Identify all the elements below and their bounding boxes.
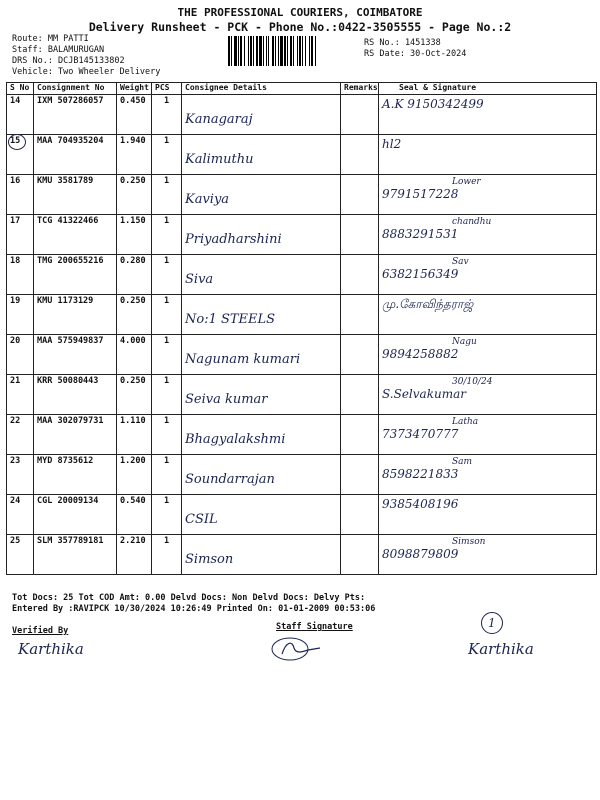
row-signature: 9385408196 xyxy=(382,497,459,511)
col-weight-header: Weight xyxy=(117,83,152,95)
row-signature-cell xyxy=(379,95,597,135)
staff-signature-label: Staff Signature xyxy=(276,622,353,632)
barcode-bar xyxy=(309,36,310,66)
barcode-bar xyxy=(302,36,303,66)
row-signature: 8598221833 xyxy=(382,467,459,481)
rs-date: RS Date: 30-Oct-2024 xyxy=(364,49,467,59)
row-pcs: 1 xyxy=(152,175,182,215)
row-consignee: Seiva kumar xyxy=(185,392,268,407)
row-consignment: TMG 200655216 xyxy=(34,255,117,295)
row-weight: 0.250 xyxy=(117,295,152,335)
row-consignment: CGL 20009134 xyxy=(34,495,117,535)
row-consignment: MAA 575949837 xyxy=(34,335,117,375)
barcode-bar xyxy=(250,36,252,66)
col-remarks-header: Remarks xyxy=(341,83,379,95)
verified-signature: Karthika xyxy=(18,640,84,658)
row-signature: 6382156349 xyxy=(382,267,459,281)
row-consignment: KMU 1173129 xyxy=(34,295,117,335)
row-consignee: No:1 STEELS xyxy=(185,312,276,327)
barcode-icon xyxy=(228,36,356,66)
right-signature: Karthika xyxy=(468,640,534,658)
row-signature-note: Latha xyxy=(452,417,479,427)
table-row xyxy=(7,95,597,135)
barcode-bar xyxy=(299,36,301,66)
row-signature: 8883291531 xyxy=(382,227,459,241)
table-row xyxy=(7,335,597,375)
row-signature: 8098879809 xyxy=(382,547,459,561)
barcode-bar xyxy=(234,36,237,66)
barcode-bar xyxy=(290,36,292,66)
col-sno-header: S No xyxy=(7,83,34,95)
row-consignee: Kanagaraj xyxy=(185,112,253,127)
row-pcs: 1 xyxy=(152,415,182,455)
col-pcs-header: PCS xyxy=(152,83,182,95)
row-consignment: MYD 8735612 xyxy=(34,455,117,495)
table-row xyxy=(7,535,597,575)
row-pcs: 1 xyxy=(152,535,182,575)
row-sno: 15 xyxy=(7,135,34,175)
right-mark-circle xyxy=(481,612,503,634)
barcode-bar xyxy=(228,36,230,66)
barcode-bar xyxy=(305,36,306,66)
row-consignee-cell xyxy=(182,255,341,295)
row-weight: 0.280 xyxy=(117,255,152,295)
row-sno: 23 xyxy=(7,455,34,495)
rs-number: RS No.: 1451338 xyxy=(364,38,441,48)
barcode-bar xyxy=(248,36,249,66)
table-row xyxy=(7,135,597,175)
row-weight: 0.250 xyxy=(117,175,152,215)
row-signature-cell xyxy=(379,255,597,295)
row-remarks xyxy=(341,95,379,135)
table-row xyxy=(7,255,597,295)
row-remarks xyxy=(341,295,379,335)
barcode-bar xyxy=(287,36,288,66)
row-signature: 9791517228 xyxy=(382,187,459,201)
barcode-bar xyxy=(280,36,283,66)
row-signature-note: Nagu xyxy=(452,337,477,347)
row-remarks xyxy=(341,415,379,455)
row-pcs: 1 xyxy=(152,95,182,135)
table-row xyxy=(7,175,597,215)
row-signature-cell xyxy=(379,455,597,495)
circle-mark-icon xyxy=(7,133,27,151)
row-consignment: MAA 302079731 xyxy=(34,415,117,455)
barcode-bar xyxy=(263,36,264,66)
row-consignee: Soundarrajan xyxy=(185,472,275,487)
row-remarks xyxy=(341,455,379,495)
row-weight: 1.110 xyxy=(117,415,152,455)
barcode-bar xyxy=(244,36,245,66)
row-consignee-cell xyxy=(182,295,341,335)
row-pcs: 1 xyxy=(152,135,182,175)
row-weight: 1.200 xyxy=(117,455,152,495)
row-consignment: MAA 704935204 xyxy=(34,135,117,175)
row-remarks xyxy=(341,215,379,255)
row-signature-cell xyxy=(379,375,597,415)
footer-entered: Entered By :RAVIPCK 10/30/2024 10:26:49 Printed On: 01-01-2009 00:53:06 xyxy=(12,604,376,614)
row-signature-cell xyxy=(379,495,597,535)
col-signature-header: Seal & Signature xyxy=(379,83,597,95)
table-row xyxy=(7,415,597,455)
barcode-bar xyxy=(272,36,274,66)
row-consignment: TCG 41322466 xyxy=(34,215,117,255)
table-header-row xyxy=(7,83,597,95)
vehicle-text: Vehicle: Two Wheeler Delivery xyxy=(12,67,161,77)
barcode-bar xyxy=(311,36,313,66)
row-consignee: Kalimuthu xyxy=(185,152,254,167)
row-consignee-cell xyxy=(182,535,341,575)
row-signature: S.Selvakumar xyxy=(382,387,466,401)
row-pcs: 1 xyxy=(152,255,182,295)
row-consignee: Siva xyxy=(185,272,214,287)
row-consignee-cell xyxy=(182,175,341,215)
barcode-bar xyxy=(256,36,258,66)
row-signature-cell xyxy=(379,335,597,375)
row-weight: 2.210 xyxy=(117,535,152,575)
row-sno: 19 xyxy=(7,295,34,335)
verified-by-label: Verified By xyxy=(12,626,69,636)
row-consignment: IXM 507286057 xyxy=(34,95,117,135)
row-remarks xyxy=(341,495,379,535)
row-consignee: Bhagyalakshmi xyxy=(185,432,286,447)
barcode-bar xyxy=(240,36,242,66)
barcode-bar xyxy=(231,36,232,66)
row-consignee-cell xyxy=(182,455,341,495)
row-pcs: 1 xyxy=(152,455,182,495)
row-consignee-cell xyxy=(182,135,341,175)
row-consignee: Kaviya xyxy=(185,192,230,207)
barcode-bar xyxy=(253,36,254,66)
row-remarks xyxy=(341,335,379,375)
row-signature: 9894258882 xyxy=(382,347,459,361)
row-pcs: 1 xyxy=(152,335,182,375)
table-row xyxy=(7,215,597,255)
row-signature-cell xyxy=(379,135,597,175)
row-weight: 4.000 xyxy=(117,335,152,375)
right-mark: 1 xyxy=(488,616,496,630)
row-sno: 18 xyxy=(7,255,34,295)
col-consignee-header: Consignee Details xyxy=(182,83,341,95)
barcode-bar xyxy=(268,36,269,66)
company-title: THE PROFESSIONAL COURIERS, COIMBATORE xyxy=(177,6,423,19)
barcode-bar xyxy=(284,36,286,66)
row-consignment: KRR 50080443 xyxy=(34,375,117,415)
row-sno: 22 xyxy=(7,415,34,455)
row-signature-note: Simson xyxy=(452,537,486,547)
row-sno: 16 xyxy=(7,175,34,215)
barcode-bar xyxy=(297,36,298,66)
row-consignee-cell xyxy=(182,215,341,255)
row-consignee: Priyadharshini xyxy=(185,232,282,247)
row-sno: 14 xyxy=(7,95,34,135)
row-consignee: CSIL xyxy=(185,512,218,527)
row-consignee: Simson xyxy=(185,552,234,567)
row-consignee: Nagunam kumari xyxy=(185,352,301,367)
table-row xyxy=(7,495,597,535)
barcode-bar xyxy=(266,36,267,66)
row-sno: 21 xyxy=(7,375,34,415)
row-signature-cell xyxy=(379,415,597,455)
row-signature-cell xyxy=(379,295,597,335)
row-signature-cell xyxy=(379,175,597,215)
row-weight: 0.250 xyxy=(117,375,152,415)
staff-signature-icon xyxy=(268,632,324,662)
barcode-bar xyxy=(238,36,239,66)
row-remarks xyxy=(341,255,379,295)
row-pcs: 1 xyxy=(152,295,182,335)
row-weight: 0.540 xyxy=(117,495,152,535)
runsheet-title: Delivery Runsheet - PCK - Phone No.:0422-3505555 - Page No.:2 xyxy=(88,20,512,34)
barcode-bar xyxy=(315,36,316,66)
footer-totals: Tot Docs: 25 Tot COD Amt: 0.00 Delvd Docs: Non Delvd Docs: Delvy Pts: xyxy=(12,593,366,603)
row-consignment: SLM 357789181 xyxy=(34,535,117,575)
row-remarks xyxy=(341,135,379,175)
table-row xyxy=(7,375,597,415)
row-remarks xyxy=(341,175,379,215)
runsheet-table xyxy=(6,82,597,575)
row-signature-cell xyxy=(379,535,597,575)
row-pcs: 1 xyxy=(152,215,182,255)
row-signature-note: 30/10/24 xyxy=(452,377,493,387)
row-sno: 20 xyxy=(7,335,34,375)
barcode-bar xyxy=(259,36,262,66)
row-weight: 1.150 xyxy=(117,215,152,255)
row-sno: 17 xyxy=(7,215,34,255)
row-pcs: 1 xyxy=(152,375,182,415)
barcode-bar xyxy=(293,36,294,66)
table-row xyxy=(7,455,597,495)
row-consignee-cell xyxy=(182,95,341,135)
table-row xyxy=(7,295,597,335)
barcode-bar xyxy=(275,36,276,66)
row-signature-note: Sam xyxy=(452,457,473,467)
route-text: Route: MM PATTI xyxy=(12,34,89,44)
row-consignee-cell xyxy=(182,495,341,535)
row-pcs: 1 xyxy=(152,495,182,535)
row-signature-note: chandhu xyxy=(452,217,492,227)
row-signature: 7373470777 xyxy=(382,427,459,441)
row-weight: 0.450 xyxy=(117,95,152,135)
row-sno: 25 xyxy=(7,535,34,575)
row-signature: hl2 xyxy=(382,137,402,151)
row-remarks xyxy=(341,375,379,415)
col-consignment-header: Consignment No xyxy=(34,83,117,95)
row-signature-note: Sav xyxy=(452,257,469,267)
staff-text: Staff: BALAMURUGAN xyxy=(12,45,105,55)
row-sno: 24 xyxy=(7,495,34,535)
row-consignment: KMU 3581789 xyxy=(34,175,117,215)
row-consignee-cell xyxy=(182,375,341,415)
row-signature: A.K 9150342499 xyxy=(382,97,484,111)
row-signature-cell xyxy=(379,215,597,255)
row-signature-note: Lower xyxy=(452,177,481,187)
drs-text: DRS No.: DCJB145133802 xyxy=(12,56,125,66)
row-consignee-cell xyxy=(182,415,341,455)
barcode-bar xyxy=(278,36,279,66)
row-consignee-cell xyxy=(182,335,341,375)
row-weight: 1.940 xyxy=(117,135,152,175)
row-signature: மு.கோவிந்தராஜ் xyxy=(382,297,474,311)
row-remarks xyxy=(341,535,379,575)
